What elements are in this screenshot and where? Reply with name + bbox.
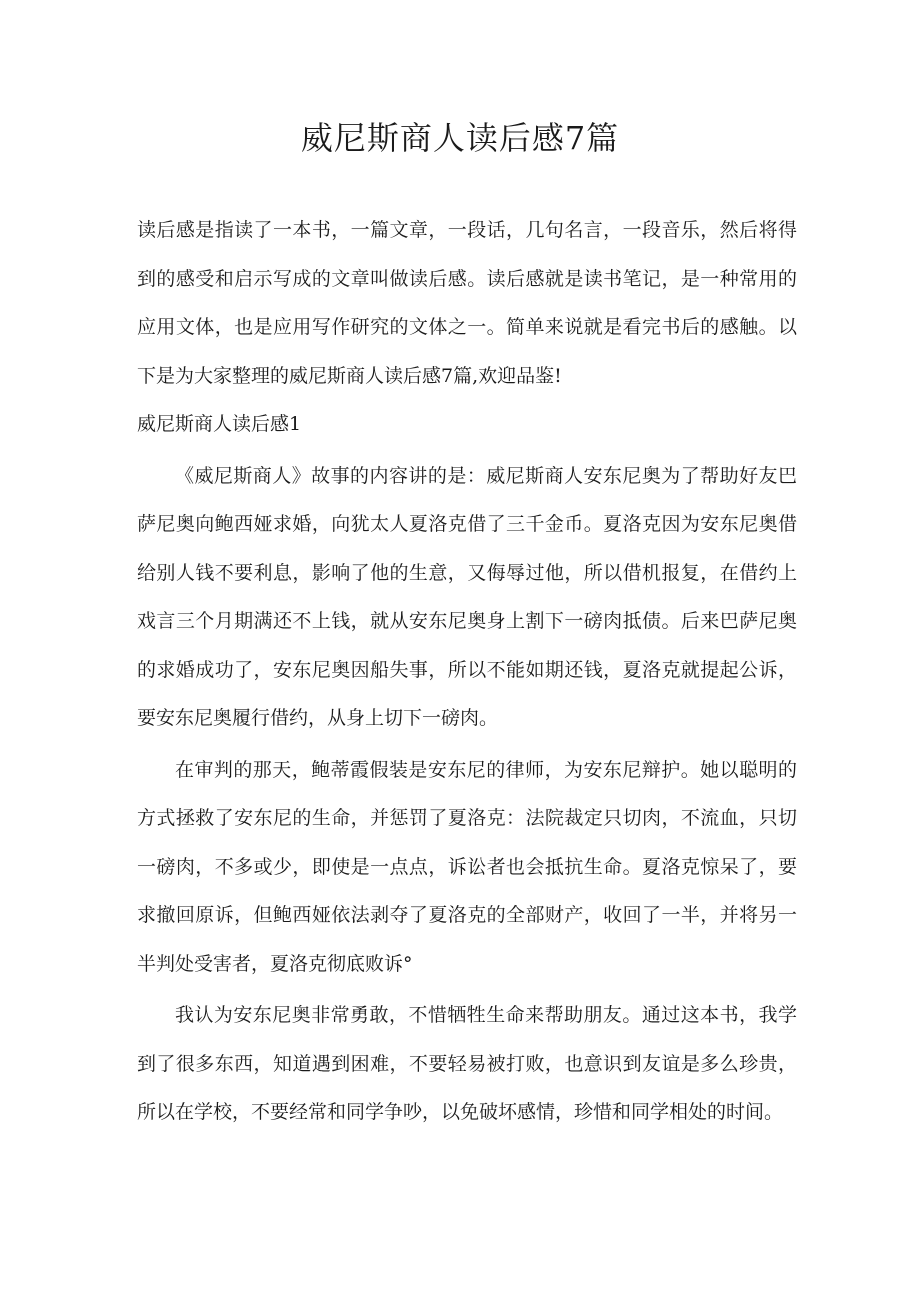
- body-paragraph: 《威尼斯商人》故事的内容讲的是：威尼斯商人安东尼奥为了帮助好友巴萨尼奥向鲍西娅求婚，向犹太人夏洛克借了三千金币。夏洛克因为安东尼奥借给别人钱不要利息，影响了他的生意，又侮辱过他，所以借机报复，在借约上戏言三个月期满还不上钱，就从安东尼奥身上割下一磅肉抵债。后来巴萨尼奥的求婚成功了，安东尼奥因船失事，所以不能如期还钱，夏洛克就提起公诉，要安东尼奥履行借约，从身上切下一磅肉。: [137, 464, 797, 729]
- body-paragraph: 我认为安东尼奥非常勇敢，不惜牺牲生命来帮助朋友。通过这本书，我学到了很多东西，知道遇到困难，不要轻易被打败，也意识到友谊是多么珍贵，所以在学校，不要经常和同学争吵，以免破坏感情，珍惜和同学相处的时间。: [137, 1004, 797, 1123]
- document-body: [137, 206, 797, 1137]
- section-heading: 威尼斯商人读后感1: [137, 413, 302, 435]
- document-title: 威尼斯商人读后感7篇: [300, 119, 620, 157]
- intro-paragraph: 读后感是指读了一本书，一篇文章，一段话，几句名言，一段音乐，然后将得到的感受和启示写成的文章叫做读后感。读后感就是读书笔记，是一种常用的应用文体，也是应用写作研究的文体之一。简单来说就是看完书后的感触。以下是为大家整理的威尼斯商人读后感7篇,欢迎品鉴!: [137, 219, 797, 387]
- body-paragraph: 在审判的那天，鲍蒂霞假装是安东尼的律师，为安东尼辩护。她以聪明的方式拯救了安东尼的生命，并惩罚了夏洛克：法院裁定只切肉，不流血，只切一磅肉，不多或少，即使是一点点，诉讼者也会抵抗生命。夏洛克惊呆了，要求撤回原诉，但鲍西娅依法剥夺了夏洛克的全部财产，收回了一半，并将另一半判处受害者，夏洛克彻底败诉°: [137, 758, 797, 975]
